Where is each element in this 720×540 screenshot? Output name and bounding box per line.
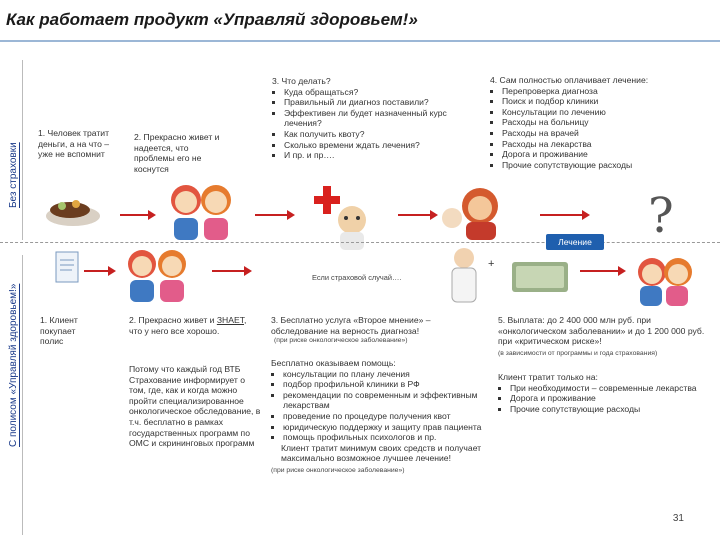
bottom-step-5-spend xyxy=(498,372,708,414)
bottom-step-3-note-2: (при риске онкологическое заболевание») xyxy=(271,466,405,474)
spending-food-illustration xyxy=(44,190,102,228)
bottom-arrow-2 xyxy=(212,270,246,272)
list-item: ▪ Перепроверка диагноза xyxy=(502,86,710,97)
list-item: ▪ Расходы на больницу xyxy=(502,117,710,128)
list-item: ▪ Консультации по лечению xyxy=(502,107,710,118)
bottom-arrow-1 xyxy=(84,270,110,272)
happy-family-end-illustration xyxy=(632,254,698,306)
list-item: ▪ Как получить квоту? xyxy=(284,129,472,140)
page-number: 31 xyxy=(672,513,684,524)
list-item: ▪ Дорога и проживание xyxy=(502,149,710,160)
bottom-step-3-tail: Клиент тратит минимум своих средств и получает максимально возможное лучшее лечение! xyxy=(281,442,482,464)
list-item: ▪ Дорога и проживание xyxy=(510,393,708,404)
page-title: Как работает продукт «Управляй здоровьем!» xyxy=(6,10,418,29)
bottom-step-3-help-heading: Бесплатно оказываем помощь: xyxy=(271,358,396,368)
list-item: ▪ Прочие сопутствующие расходы xyxy=(510,404,708,415)
bottom-step-2 xyxy=(129,315,249,336)
top-step-1: 1. Человек тратит деньги, а на что – уже не вспомнит xyxy=(38,128,110,160)
svg-text:?: ? xyxy=(648,188,674,240)
list-item: ▪ Расходы на лекарства xyxy=(502,139,710,150)
list-item: ▪ подбор профильной клиники в РФ xyxy=(283,379,485,390)
side-divider-bottom xyxy=(22,255,23,535)
bottom-step-5-heading: 5. Выплата: до 2 400 000 млн руб. при «онкологическом заболевании» и до 1 200 000 руб. при «критическом риске»! xyxy=(498,315,705,347)
bottom-arrow-3 xyxy=(580,270,620,272)
bottom-step-3-help xyxy=(271,358,485,475)
list-item: ▪ помощь профильных психологов и пр. xyxy=(283,432,485,443)
list-item: ▪ Эффективен ли будет назначенный курс лечения? xyxy=(284,108,472,129)
policy-document-icon xyxy=(54,250,82,286)
top-arrow-1 xyxy=(120,214,150,216)
list-item: ▪ Прочие сопутствующие расходы xyxy=(502,160,710,171)
list-item: ▪ Правильный ли диагноз поставили? xyxy=(284,97,472,108)
treatment-label: Лечение xyxy=(546,234,604,250)
top-arrow-2 xyxy=(255,214,289,216)
list-item: ▪ Поиск и подбор клиники xyxy=(502,96,710,107)
insured-event-label: Если страховой случай…. xyxy=(312,273,402,282)
bottom-step-2-knows: ЗНАЕТ xyxy=(216,315,245,325)
top-step-4-heading: 4. Сам полностью оплачивает лечение: xyxy=(490,75,649,85)
bottom-step-3-note: (при риске онкологическое заболевание») xyxy=(274,337,408,344)
title-divider xyxy=(0,40,720,42)
bottom-step-2-note: Потому что каждый год ВТБ Страхование информирует о том, где, как и когда можно пройти специализированное онкологическое обследование, в т.ч. бесплатно в рамках государственных программ по ОМС и скрининговых программ xyxy=(129,364,261,449)
list-item: ▪ Сколько времени ждать лечения? xyxy=(284,140,472,151)
top-step-3 xyxy=(272,76,472,161)
money-stack-illustration xyxy=(510,256,572,296)
top-arrow-3 xyxy=(398,214,432,216)
bottom-step-5-note: (в зависимости от программы и года страхования) xyxy=(498,350,658,357)
side-label-without-insurance: Без страховки xyxy=(8,142,19,208)
list-item: ▪ Расходы на врачей xyxy=(502,128,710,139)
list-item: ▪ Куда обращаться? xyxy=(284,87,472,98)
bottom-step-1: 1. Клиент покупает полис xyxy=(40,315,78,347)
timeline-divider xyxy=(0,242,720,243)
bottom-step-2-text-b: , что у него все хорошо. xyxy=(129,315,247,336)
list-item: ▪ И пр. и пр…. xyxy=(284,150,472,161)
bottom-step-2-text-a: 2. Прекрасно живет и xyxy=(129,315,217,325)
list-item: ▪ проведение по процедуре получения квот xyxy=(283,411,485,422)
family-with-policy-illustration xyxy=(120,246,198,302)
list-item: ▪ юридическую поддержку и защиту прав пациента xyxy=(283,422,485,433)
bottom-step-5-spend-heading: Клиент тратит только на: xyxy=(498,372,598,382)
top-step-3-heading: 3. Что делать? xyxy=(272,76,331,86)
list-item: ▪ консультации по плану лечения xyxy=(283,369,485,380)
side-label-with-policy: С полисом «Управляй здоровьем!» xyxy=(8,283,19,447)
worried-people-illustration xyxy=(436,182,516,240)
red-cross-illustration xyxy=(312,186,374,250)
top-step-2: 2. Прекрасно живет и надеется, что проблемы его не коснутся xyxy=(134,132,220,174)
list-item: ▪ рекомендации по современным и эффективным лекарствам xyxy=(283,390,485,411)
list-item: ▪ При необходимости – современные лекарства xyxy=(510,383,708,394)
top-step-4 xyxy=(490,75,710,170)
side-divider-top xyxy=(22,60,23,240)
top-arrow-4 xyxy=(540,214,584,216)
question-mark-icon xyxy=(640,188,686,240)
doctor-illustration xyxy=(448,246,480,304)
happy-family-illustration xyxy=(162,178,240,240)
bottom-step-3-heading: 3. Бесплатно услуга «Второе мнение» – обследование на верность диагноза! xyxy=(271,315,431,336)
plus-sign: + xyxy=(488,258,495,270)
